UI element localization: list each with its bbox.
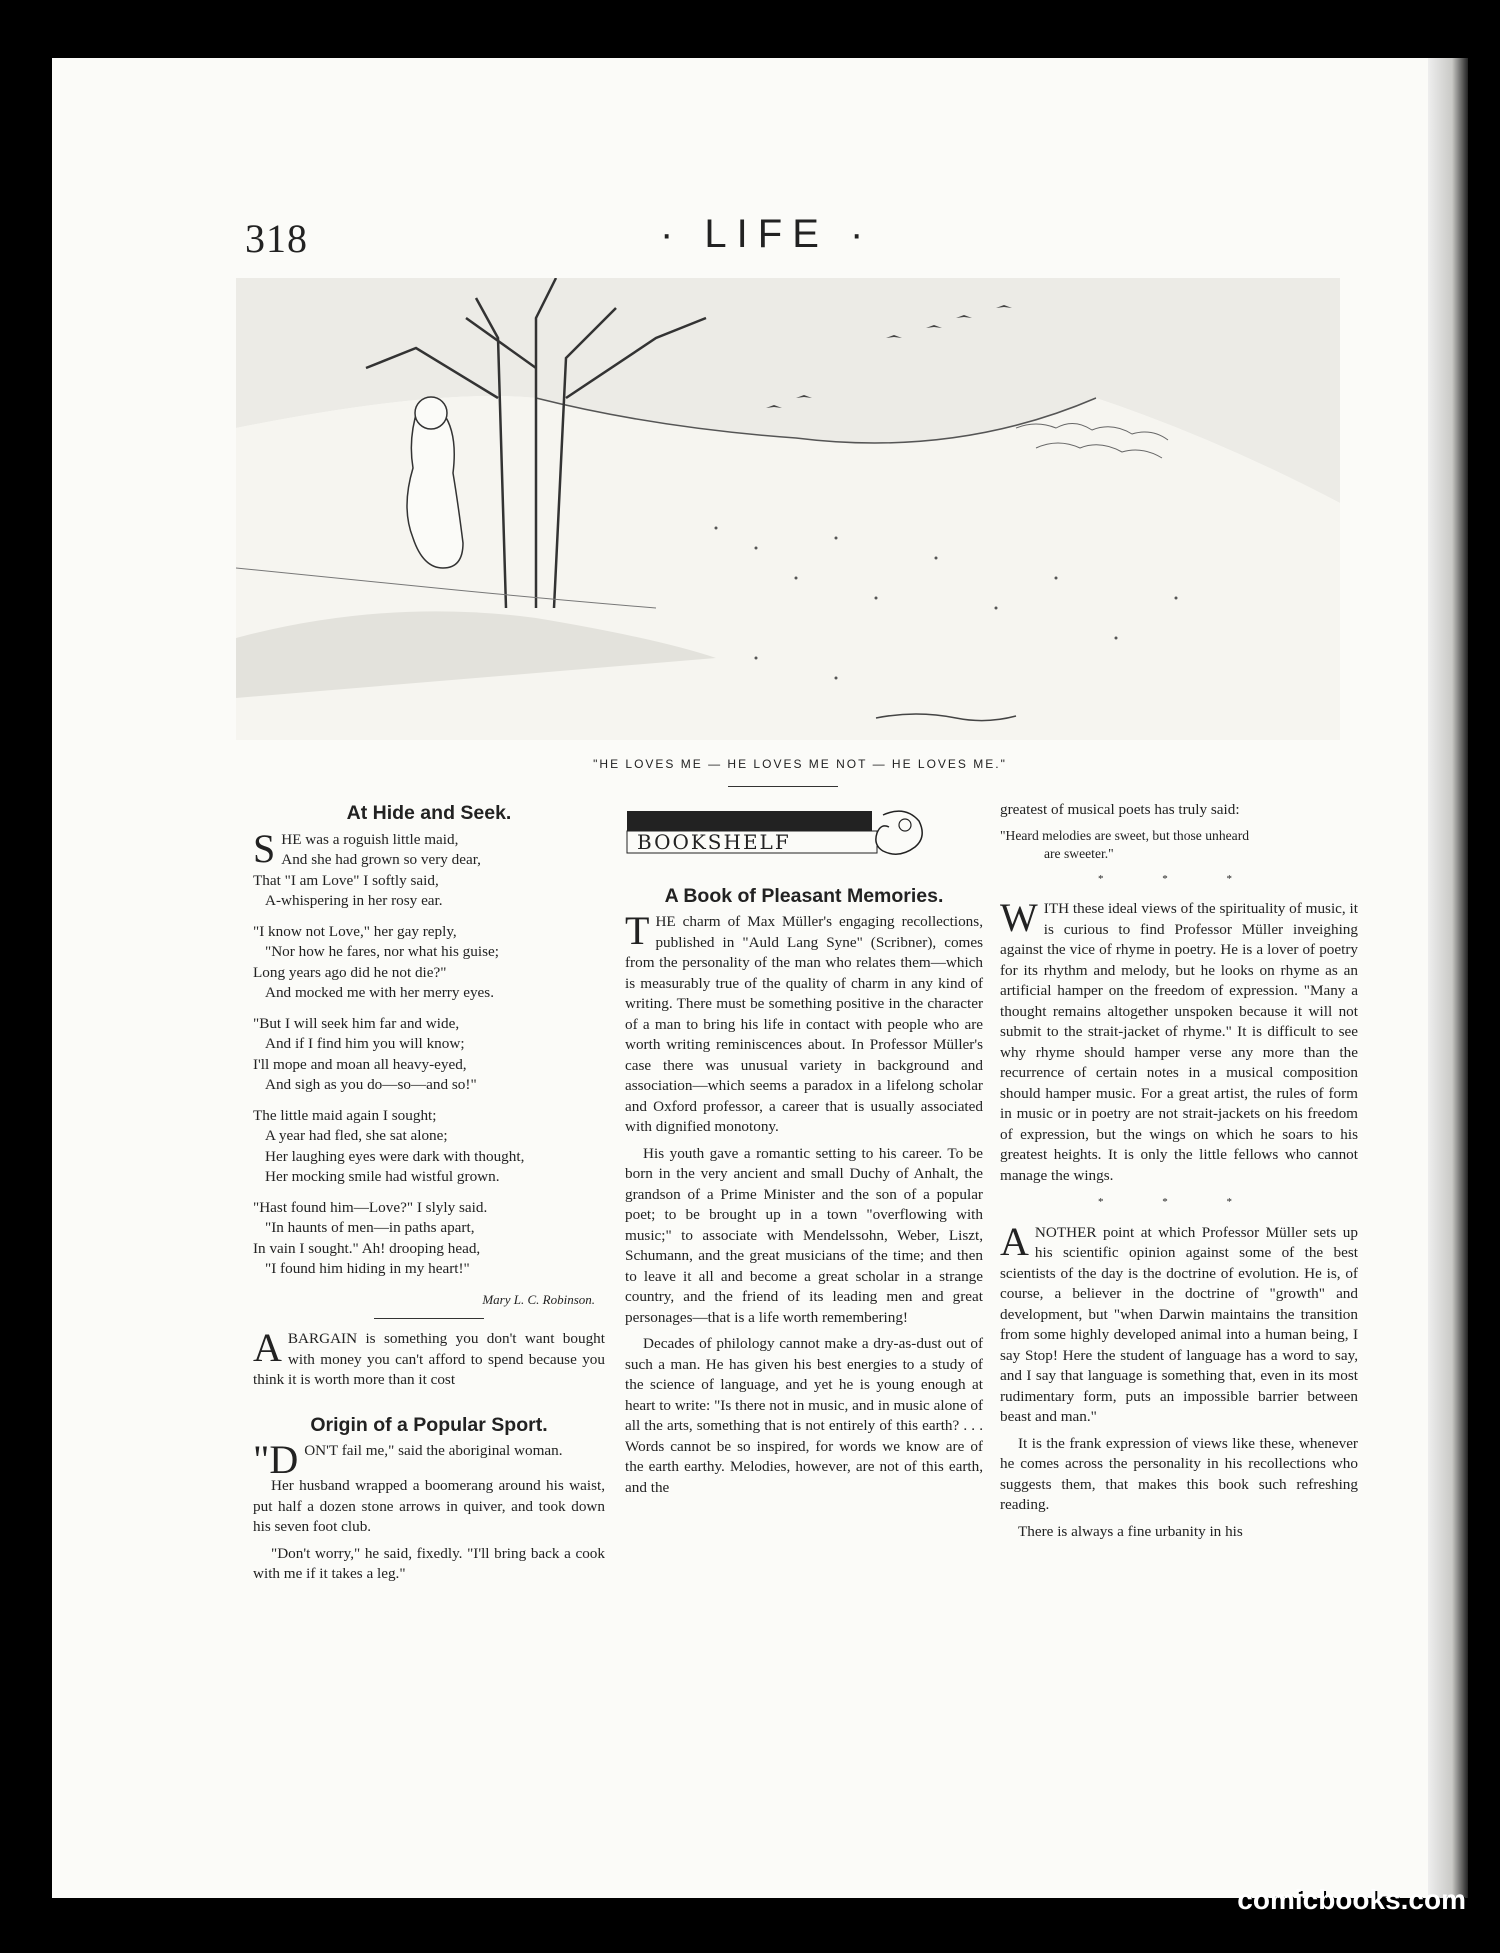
drop-cap: S	[253, 825, 276, 871]
caption-divider	[728, 786, 838, 787]
watermark: comicbooks.com	[1237, 1884, 1466, 1915]
poem-line: And mocked me with her merry eyes.	[265, 984, 495, 1001]
drop-cap: A	[1000, 1218, 1029, 1264]
article-title: Origin of a Popular Sport.	[310, 1413, 548, 1436]
poem-stanza	[253, 825, 605, 912]
page-number: 318	[245, 216, 308, 261]
paragraph: greatest of musical poets has truly said:	[1000, 801, 1240, 818]
illustration	[236, 278, 1340, 740]
paragraph: "Don't worry," he said, fixedly. "I'll bring back a cook with me if it takes a leg."	[253, 1544, 605, 1582]
column-right	[1000, 800, 1358, 1548]
paragraph: Her husband wrapped a boomerang around his waist, put half a dozen stone arrows in quiver, and took down his seven foot club.	[253, 1477, 605, 1535]
illustration-caption: "HE LOVES ME — HE LOVES ME NOT — HE LOVES ME."	[593, 757, 1007, 771]
column-left	[253, 803, 605, 1591]
article-title: A Book of Pleasant Memories.	[664, 884, 944, 907]
poem-stanza	[253, 922, 605, 1004]
drop-cap: W	[1000, 895, 1038, 940]
paragraph	[253, 1437, 605, 1482]
paragraph-text: ITH these ideal views of the spirituality of music, it is curious to find Professor Müller inveighing against the vice of rhyme in poetry. He is a lover of poetry for its rhythm and melody, but he looks on rhyme as an artificial hamper on the freedom of expression. "Many a thought remains altogether unspoken because it will not submit to the strait-jacket of rhyme." It is difficult to see why rhyme should hamper verse any more than the recurrence of certain notes in a musical composition should hamper music. For a great artist, the rules of form in music or in poetry are not strait-jackets on his freedom of expression, but the wings on which he soars to his greatest heights. It is only the little fellows who cannot manage the wings.	[1000, 900, 1358, 1184]
paragraph	[1000, 1218, 1358, 1428]
poem-line: "I know not Love," her gay reply,	[253, 922, 457, 940]
poem-line: "In haunts of men—in paths apart,	[265, 1219, 475, 1236]
poem-line: "Nor how he fares, nor what his guise;	[265, 943, 499, 960]
bargain-paragraph	[253, 1325, 605, 1391]
quote-line: are sweeter."	[1044, 845, 1114, 861]
bookshelf-banner	[625, 803, 935, 861]
bargain-text: BARGAIN is something you don't want bought with money you can't afford to spend because you think it is worth more than it cost	[253, 1330, 605, 1388]
quote-line: "Heard melodies are sweet, but those unheard	[1000, 827, 1250, 843]
poem-line: In vain I sought." Ah! drooping head,	[253, 1239, 481, 1257]
poem-stanza	[253, 1106, 605, 1188]
column-middle	[625, 803, 983, 1504]
poem-signature: Mary L. C. Robinson.	[482, 1291, 595, 1307]
poem-line: And sigh as you do—so—and so!"	[265, 1076, 477, 1093]
section-stars: * * *	[1098, 1196, 1260, 1208]
page-edge-shadow	[1428, 58, 1468, 1898]
section-divider	[374, 1318, 484, 1319]
poem-stanza	[253, 1014, 605, 1096]
section-stars: * * *	[1098, 872, 1260, 885]
poem-line: Her laughing eyes were dark with thought,	[265, 1147, 525, 1165]
poem-line: "But I will seek him far and wide,	[253, 1014, 460, 1032]
poem-stanza	[253, 1198, 605, 1280]
poem-line: I'll mope and moan all heavy-eyed,	[253, 1055, 467, 1073]
drop-cap: T	[625, 908, 650, 953]
poem-line: HE was a roguish little maid,	[281, 830, 459, 848]
poem-title: At Hide and Seek.	[346, 802, 512, 824]
paragraph	[1000, 895, 1358, 1186]
drop-cap: A	[253, 1325, 282, 1370]
poem-line: "Hast found him—Love?" I slyly said.	[253, 1198, 488, 1216]
poem-line: Long years ago did he not die?"	[253, 963, 447, 981]
paragraph-text: HE charm of Max Müller's engaging recollections, published in "Auld Lang Syne" (Scribner), comes from the personality of the man who relates them—which is measurably true of the quality of charm in any kind of writing. There must be something positive in the character of a man to bring his life in contact with people who are worth writing reminiscences about. In Professor Müller's case there was unusual variety in background and association—which seems a paradox in a lifelong scholar and Oxford professor, a career that is usually associated with dignified monotony.	[625, 913, 983, 1135]
poem-line: And she had grown so very dear,	[281, 851, 481, 868]
poem-line: "I found him hiding in my heart!"	[265, 1260, 470, 1277]
paragraph-text: NOTHER point at which Professor Müller sets up his scientific opinion against some of the best scientists of the day is the doctrine of evolution. He is, of course, a believer in the doctrine of "growth" and development, but "when Darwin maintains the transition from some highly developed animal into a human being, I say Stop! Here the student of language has a word to say, and I say that language is something that, even in its most rudimentary form, puts an impossible barrier between beast and man."	[1000, 1223, 1358, 1425]
masthead-title: · LIFE ·	[660, 212, 874, 256]
drop-cap: "D	[253, 1437, 299, 1482]
poem-line: Her mocking smile had wistful grown.	[265, 1168, 500, 1185]
banner-label: BOOKSHELF	[637, 830, 791, 854]
paragraph: There is always a fine urbanity in his	[1018, 1522, 1243, 1540]
quotation	[1000, 827, 1358, 863]
paragraph: It is the frank expression of views like these, whenever he comes across the personality in his recollections who suggests them, that makes this book such refreshing reading.	[1000, 1434, 1358, 1513]
poem-line: And if I find him you will know;	[265, 1035, 465, 1052]
paragraph: His youth gave a romantic setting to his career. To be born in the very ancient and small Duchy of Anhalt, the grandson of a Prime Minister and the son of a popular poet; to be brought up in a town "overflowing with music;" to associate with Mendelssohn, Weber, Liszt, Schumann, and the great musicians of the time; and then to leave it all and become a great scholar in a strange country, and the friend of its leading men and great personages—that is a life worth remembering!	[625, 1144, 983, 1326]
poem-line: A-whispering in her rosy ear.	[265, 892, 443, 909]
poem-line: The little maid again I sought;	[253, 1106, 437, 1124]
paragraph: Decades of philology cannot make a dry-as-dust out of such a man. He has given his best energies to a study of the science of language, and yet he is young enough at heart to write: "Is there not in music, and in music alone of all the arts, something that is not entirely of this earth? . . . Words cannot be so inspired, for words we know are of the earth earthy. Melodies, however, are not of this earth, and the	[625, 1335, 983, 1496]
paragraph-text: ON'T fail me," said the aboriginal woman.	[304, 1442, 563, 1459]
poem-line: That "I am Love" I softly said,	[253, 871, 439, 889]
poem-line: A year had fled, she sat alone;	[265, 1127, 448, 1144]
paragraph	[625, 908, 983, 1138]
